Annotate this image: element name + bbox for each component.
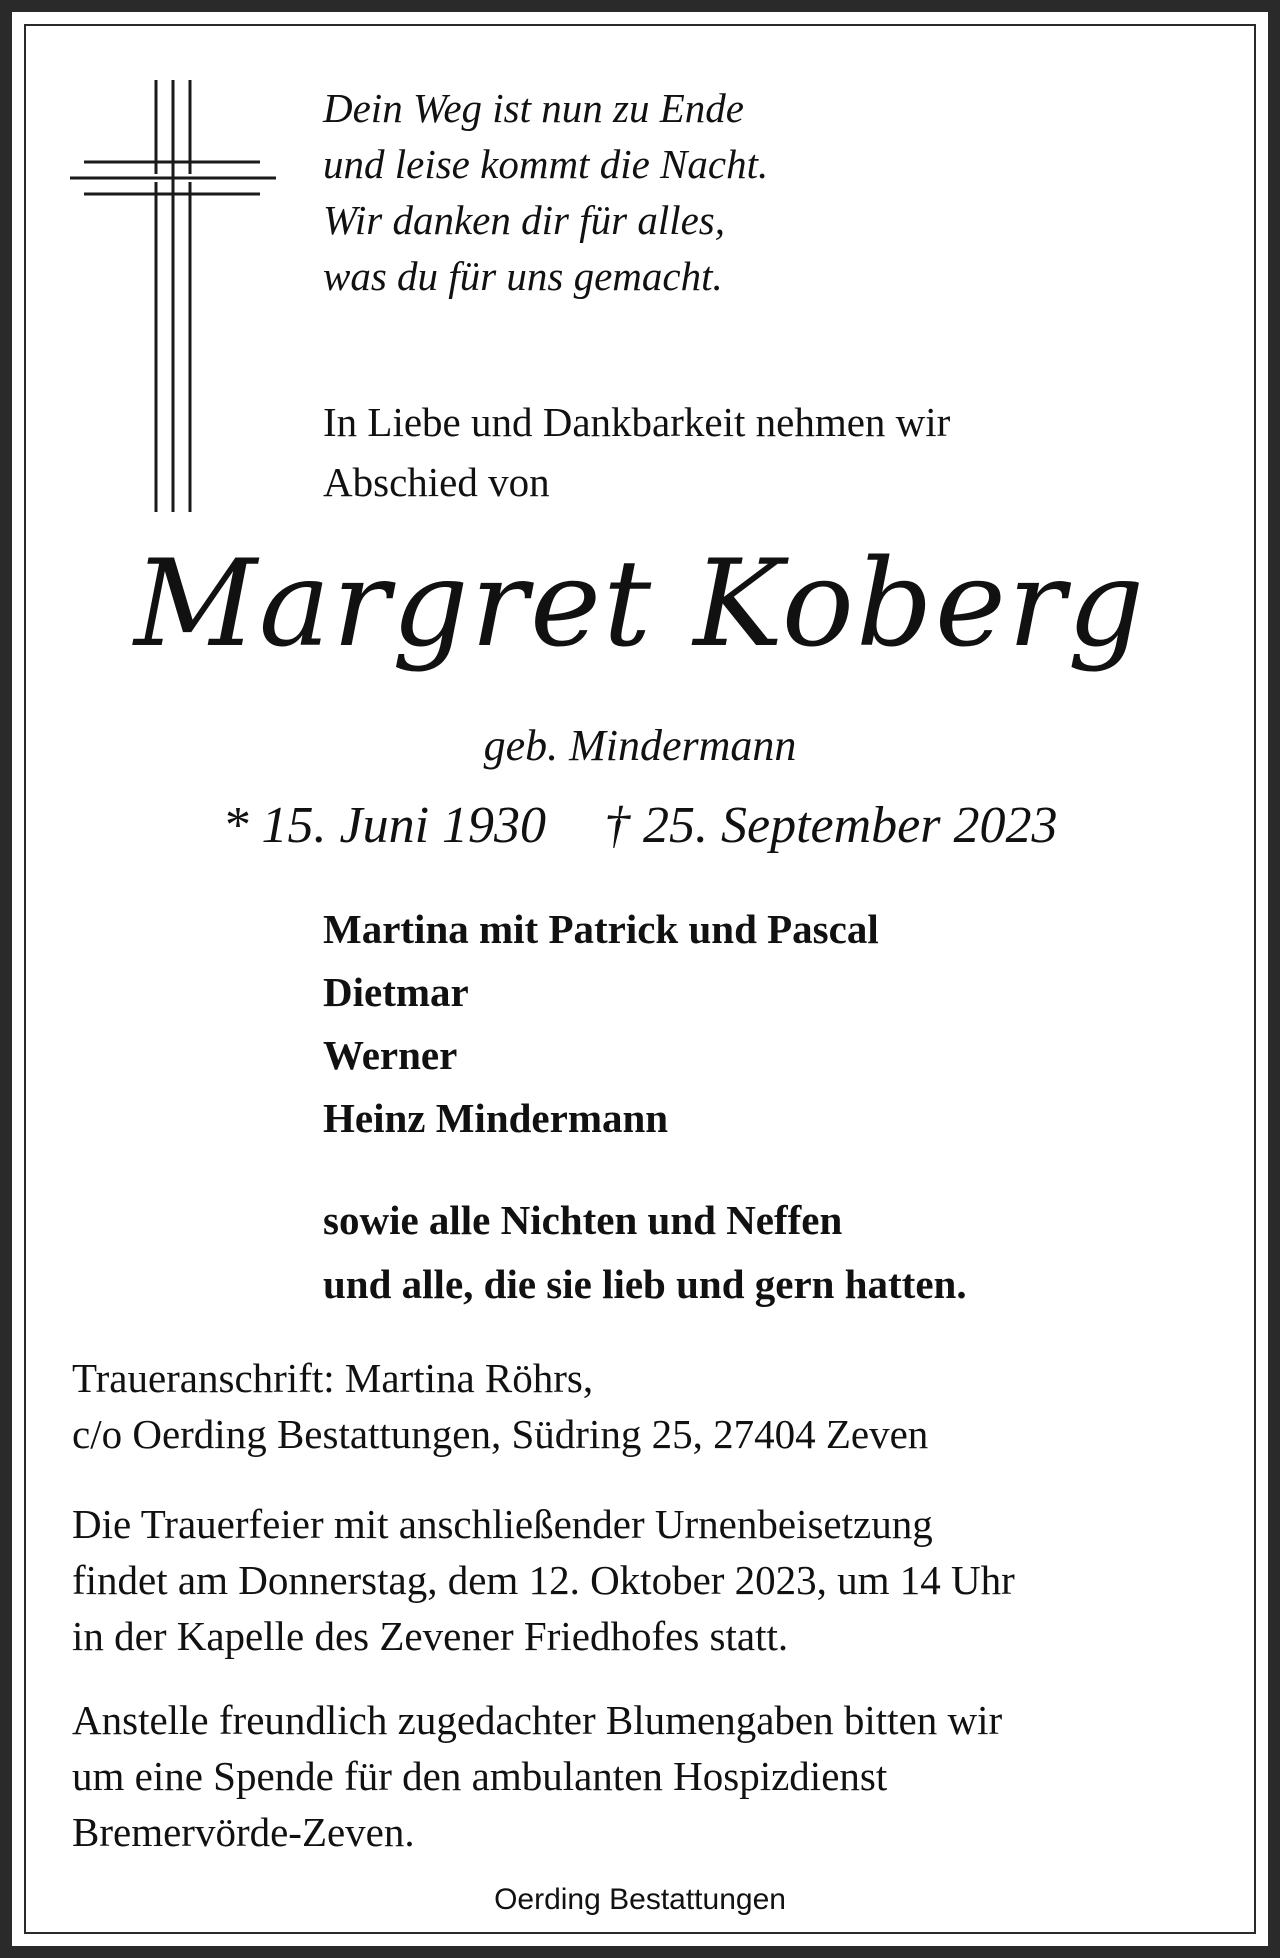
intro-line: Abschied von: [323, 459, 550, 505]
life-dates: [0, 790, 1280, 862]
intro-line: In Liebe und Dankbarkeit nehmen wir: [323, 399, 951, 445]
death-date: † 25. September 2023: [604, 797, 1058, 854]
mourner: Werner: [323, 1032, 458, 1078]
mourner: Martina mit Patrick und Pascal: [323, 906, 879, 952]
address-line: c/o Oerding Bestattungen, Südring 25, 27404 Zeven: [72, 1411, 929, 1457]
cross-icon: [70, 80, 276, 512]
mourner: Dietmar: [323, 969, 469, 1015]
mourner: Heinz Mindermann: [323, 1095, 669, 1141]
mourning-address: [72, 1350, 1222, 1462]
donation-request: [72, 1692, 1222, 1860]
poem-line: Wir danken dir für alles,: [323, 197, 726, 243]
poem-line: was du für uns gemacht.: [323, 253, 723, 299]
address-line: Traueranschrift: Martina Röhrs,: [72, 1355, 594, 1401]
service-line: Die Trauerfeier mit anschließender Urnenbeisetzung: [72, 1501, 933, 1547]
relatives-note: [323, 1188, 1203, 1316]
mourners-list: [323, 898, 1203, 1150]
service-line: in der Kapelle des Zevener Friedhofes statt.: [72, 1613, 789, 1659]
farewell-intro: [323, 392, 1203, 512]
deceased-name: Margret Koberg: [133, 535, 1147, 674]
funeral-service-info: [72, 1496, 1222, 1664]
undertaker-footer: Oerding Bestattungen: [494, 1883, 786, 1916]
donation-line: um eine Spende für den ambulanten Hospizdienst: [72, 1753, 888, 1799]
relatives-line: sowie alle Nichten und Neffen: [323, 1197, 843, 1243]
service-line: findet am Donnerstag, dem 12. Oktober 2023, um 14 Uhr: [72, 1557, 1015, 1603]
poem-line: Dein Weg ist nun zu Ende: [323, 85, 744, 131]
poem-line: und leise kommt die Nacht.: [323, 141, 769, 187]
donation-line: Anstelle freundlich zugedachter Blumengaben bitten wir: [72, 1697, 1003, 1743]
birth-date: * 15. Juni 1930: [222, 797, 547, 854]
poem: [323, 80, 1203, 304]
donation-line: Bremervörde-Zeven.: [72, 1809, 415, 1855]
birth-name: geb. Mindermann: [483, 721, 797, 770]
relatives-line: und alle, die sie lieb und gern hatten.: [323, 1261, 967, 1307]
